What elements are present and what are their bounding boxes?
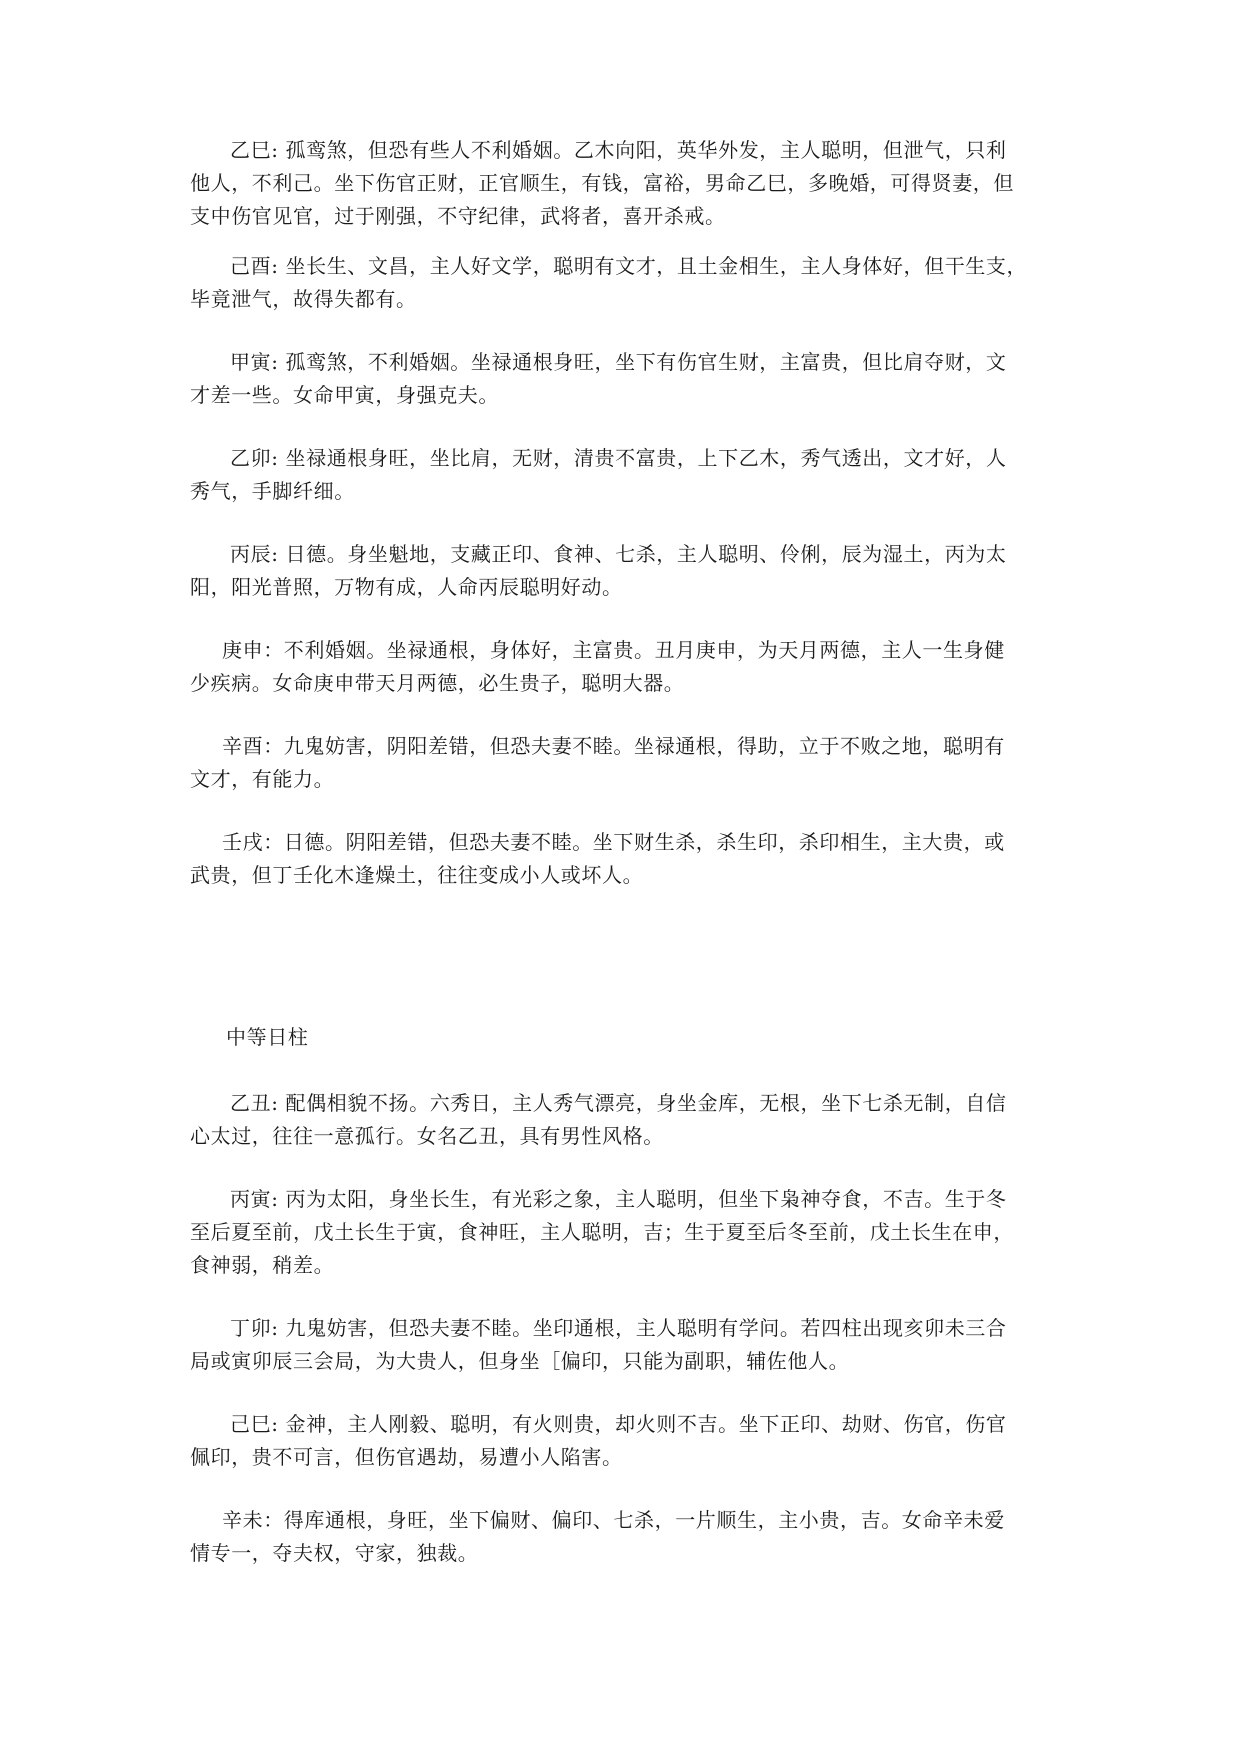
text-line: 乙卯: 坐禄通根身旺，坐比肩，无财，清贵不富贵，上下乙木，秀气透出，文才好，人 xyxy=(230,446,1007,470)
text-line: 情专一，夺夫权，守家，独裁。 xyxy=(190,1541,479,1565)
text-line: 毕竟泄气，故得失都有。 xyxy=(190,287,417,311)
text-line: 秀气，手脚纤细。 xyxy=(190,479,355,503)
paragraph-xinwei xyxy=(190,1504,1058,1570)
text-line: 甲寅: 孤鸾煞，不利婚姻。坐禄通根身旺，坐下有伤官生财，主富贵，但比肩夺财，文 xyxy=(230,350,1007,374)
section-heading: 中等日柱 xyxy=(226,1025,309,1049)
paragraph-xinyou xyxy=(190,730,1058,796)
text-line: 食神弱，稍差。 xyxy=(190,1253,335,1277)
text-line: 辛未：得库通根，身旺，坐下偏财、偏印、七杀，一片顺生，主小贵，吉。女命辛未爱 xyxy=(222,1508,1005,1532)
text-line: 阳，阳光普照，万物有成，人命丙辰聪明好动。 xyxy=(190,575,623,599)
paragraph-dingmao xyxy=(190,1312,1058,1378)
paragraph-gengshen xyxy=(190,634,1058,700)
text-line: 少疾病。女命庚申带天月两德，必生贵子，聪明大器。 xyxy=(190,671,685,695)
text-line: 辛酉：九鬼妨害，阴阳差错，但恐夫妻不睦。坐禄通根，得助，立于不败之地，聪明有 xyxy=(222,734,1005,758)
text-line: 佩印，贵不可言，但伤官遇劫，易遭小人陷害。 xyxy=(190,1445,623,1469)
text-line: 丁卯: 九鬼妨害，但恐夫妻不睦。坐印通根，主人聪明有学问。若四柱出现亥卯未三合 xyxy=(230,1316,1007,1340)
text-line: 丙辰: 日德。身坐魁地，支藏正印、食神、七杀，主人聪明、伶俐，辰为湿土，丙为太 xyxy=(230,542,1007,566)
text-line: 文才，有能力。 xyxy=(190,767,335,791)
paragraph-jisi xyxy=(190,1408,1058,1474)
text-line: 丙寅: 丙为太阳，身坐长生，有光彩之象，主人聪明，但坐下枭神夺食，不吉。生于冬 xyxy=(230,1187,1007,1211)
paragraph-bingyin xyxy=(190,1183,1058,1282)
text-line: 己巳: 金神，主人刚毅、聪明，有火则贵，却火则不吉。坐下正印、劫财、伤官，伤官 xyxy=(230,1412,1007,1436)
text-line: 才差一些。女命甲寅，身强克夫。 xyxy=(190,383,499,407)
paragraph-yimao xyxy=(190,442,1058,508)
paragraph-bingchen xyxy=(190,538,1058,604)
text-line: 他人，不利己。坐下伤官正财，正官顺生，有钱，富裕，男命乙巳，多晚婚，可得贤妻，但 xyxy=(190,171,1014,195)
text-line: 乙丑: 配偶相貌不扬。六秀日，主人秀气漂亮，身坐金库，无根，坐下七杀无制，自信 xyxy=(230,1091,1007,1115)
text-line: 己酉: 坐长生、文昌，主人好文学，聪明有文才，且土金相生，主人身体好，但干生支， xyxy=(230,254,1028,278)
text-line: 壬戌：日德。阴阳差错，但恐夫妻不睦。坐下财生杀，杀生印，杀印相生，主大贵，或 xyxy=(222,830,1005,854)
paragraph-yichou xyxy=(190,1087,1058,1153)
text-line: 心太过，往往一意孤行。女名乙丑，具有男性风格。 xyxy=(190,1124,664,1148)
text-line: 局或寅卯辰三会局，为大贵人，但身坐［偏印，只能为副职，辅佐他人。 xyxy=(190,1349,850,1373)
text-line: 乙巳: 孤鸾煞，但恐有些人不利婚姻。乙木向阳，英华外发，主人聪明，但泄气，只利 xyxy=(230,138,1007,162)
paragraph-jiayin xyxy=(190,346,1058,412)
text-line: 武贵，但丁壬化木逢燥土，往往变成小人或坏人。 xyxy=(190,863,644,887)
paragraph-yisi xyxy=(190,134,1058,233)
paragraph-jiyou xyxy=(190,250,1058,316)
text-line: 支中伤官见官，过于刚强，不守纪律，武将者，喜开杀戒。 xyxy=(190,204,726,228)
paragraph-renxu xyxy=(190,826,1058,892)
text-line: 至后夏至前，戊土长生于寅，食神旺，主人聪明，吉；生于夏至后冬至前，戊土长生在申， xyxy=(190,1220,1014,1244)
text-line: 庚申：不利婚姻。坐禄通根，身体好，主富贵。丑月庚申，为天月两德，主人一生身健 xyxy=(222,638,1005,662)
